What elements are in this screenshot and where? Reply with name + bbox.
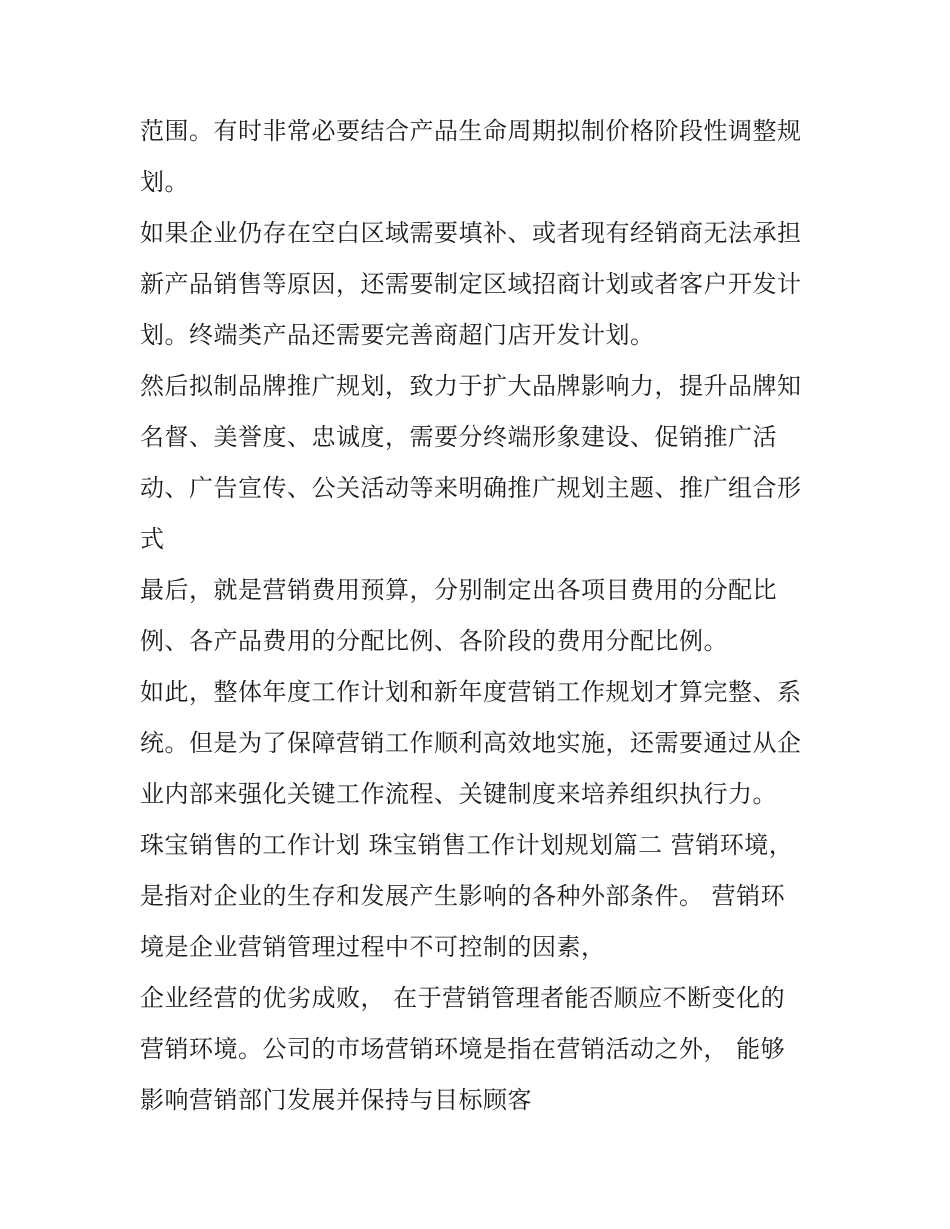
text-line: 划。 [140, 168, 189, 196]
text-line: 如此，整体年度工作计划和新年度营销工作规划才算完整、系 [140, 678, 802, 706]
text-line: 式 [140, 525, 165, 553]
text-line: 境是企业营销管理过程中不可控制的因素， [140, 933, 606, 961]
document-body [140, 106, 820, 1126]
text-line: 新产品销售等原因，还需要制定区域招商计划或者客户开发计 [140, 270, 802, 298]
text-line: 是指对企业的生存和发展产生影响的各种外部条件。 营销环 [140, 882, 786, 910]
text-line: 统。但是为了保障营销工作顺利高效地实施，还需要通过从企 [140, 729, 802, 757]
text-line: 然后拟制品牌推广规划，致力于扩大品牌影响力，提升品牌知 [140, 372, 802, 400]
text-line: 营销环境。公司的市场营销环境是指在营销活动之外， 能够 [140, 1035, 786, 1063]
text-line: 划。终端类产品还需要完善商超门店开发计划。 [140, 321, 655, 349]
text-line: 业内部来强化关键工作流程、关键制度来培养组织执行力。 [140, 780, 777, 808]
text-line: 动、广告宣传、公关活动等来明确推广规划主题、推广组合形 [140, 474, 802, 502]
text-line: 例、各产品费用的分配比例、各阶段的费用分配比例。 [140, 627, 728, 655]
text-line: 名督、美誉度、忠诚度，需要分终端形象建设、促销推广活 [140, 423, 777, 451]
text-line: 最后，就是营销费用预算，分别制定出各项目费用的分配比 [140, 576, 777, 604]
text-line: 企业经营的优劣成败， 在于营销管理者能否顺应不断变化的 [140, 984, 786, 1012]
text-line: 珠宝销售的工作计划 珠宝销售工作计划规划篇二 营销环境， [140, 831, 794, 859]
text-line: 影响营销部门发展并保持与目标顾客 [140, 1086, 532, 1114]
text-line: 范围。有时非常必要结合产品生命周期拟制价格阶段性调整规 [140, 117, 802, 145]
text-line: 如果企业仍存在空白区域需要填补、或者现有经销商无法承担 [140, 219, 802, 247]
